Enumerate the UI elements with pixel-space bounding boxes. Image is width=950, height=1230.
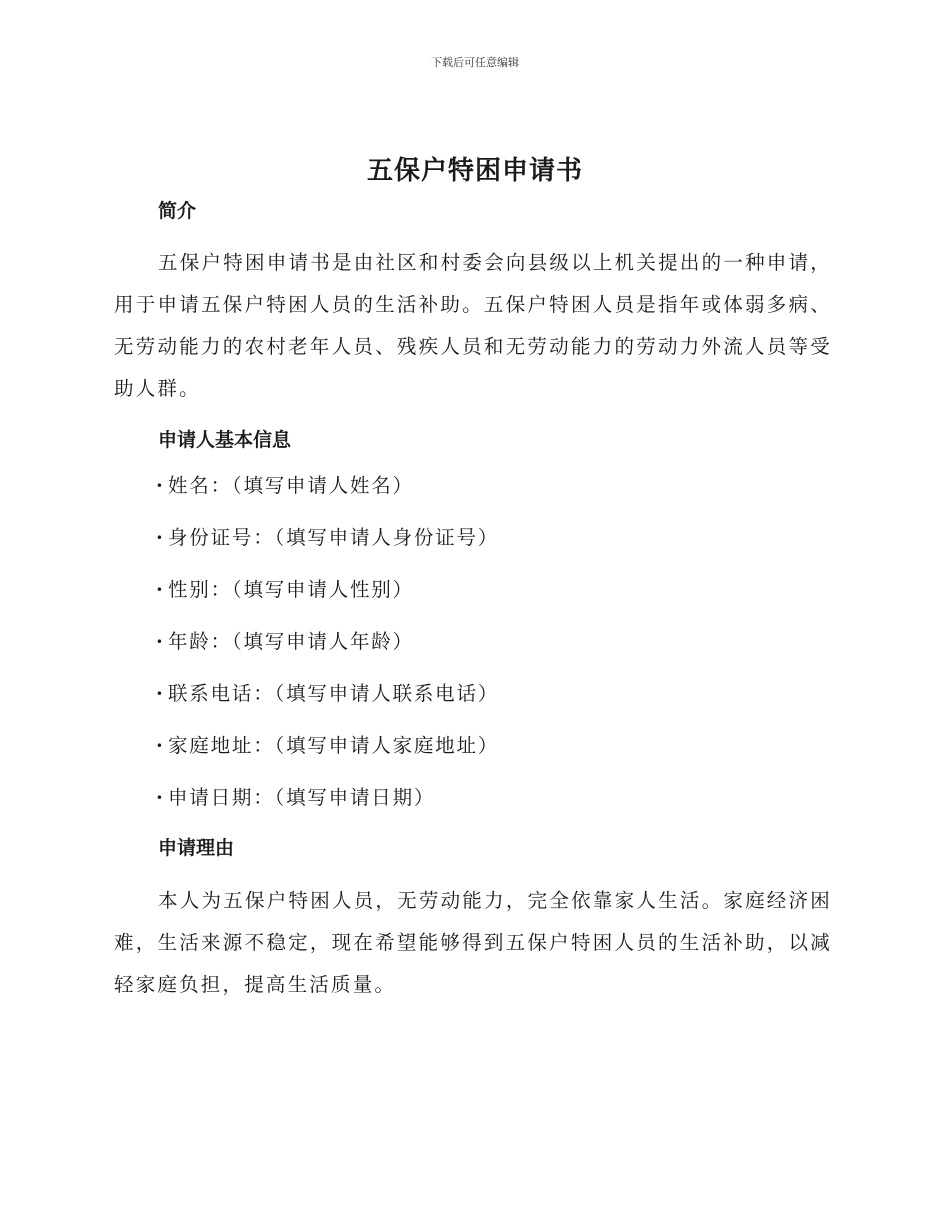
info-item-address (114, 728, 832, 780)
bullet-icon: · (156, 734, 165, 757)
document-body (114, 193, 832, 1006)
info-value: （填写申请人联系电话） (274, 682, 500, 705)
info-value: （填写申请人年龄） (231, 630, 414, 653)
bullet-icon: · (156, 630, 165, 653)
info-item-gender (114, 572, 832, 624)
info-value: （填写申请人姓名） (231, 474, 414, 497)
intro-paragraph: 五保户特困申请书是由社区和村委会向县级以上机关提出的一种申请，用于申请五保户特困人员的生活补助。五保户特困人员是指年或体弱多病、无劳动能力的农村老年人员、残疾人员和无劳动能力的劳动力外流人员等受助人群。 (114, 251, 832, 400)
info-item-date (114, 780, 832, 832)
info-item-phone (114, 676, 832, 728)
info-label: 申请日期： (168, 786, 275, 809)
info-label: 性别： (168, 578, 232, 601)
bullet-icon: · (156, 786, 165, 809)
header-note: 下载后可任意编辑 (431, 56, 519, 69)
applicant-info-list (114, 468, 832, 832)
bullet-icon: · (156, 682, 165, 705)
section-heading-reason: 申请理由 (158, 837, 235, 859)
bullet-icon: · (156, 578, 165, 601)
info-value: （填写申请人家庭地址） (274, 734, 500, 757)
info-label: 姓名： (168, 474, 232, 497)
document-title: 五保户特困申请书 (366, 156, 583, 186)
info-value: （填写申请人身份证号） (274, 526, 500, 549)
info-item-age (114, 624, 832, 676)
bullet-icon: · (156, 474, 165, 497)
info-item-name (114, 468, 832, 520)
reason-paragraph: 本人为五保户特困人员，无劳动能力，完全依靠家人生活。家庭经济困难，生活来源不稳定，现在希望能够得到五保户特困人员的生活补助，以减轻家庭负担，提高生活质量。 (114, 889, 832, 996)
info-value: （填写申请日期） (274, 786, 436, 809)
info-label: 身份证号： (168, 526, 275, 549)
section-heading-applicant-info: 申请人基本信息 (158, 429, 292, 451)
info-label: 年龄： (168, 630, 232, 653)
section-heading-intro: 简介 (158, 200, 197, 222)
info-label: 联系电话： (168, 682, 275, 705)
info-value: （填写申请人性别） (231, 578, 414, 601)
bullet-icon: · (156, 526, 165, 549)
info-item-id-number (114, 520, 832, 572)
info-label: 家庭地址： (168, 734, 275, 757)
